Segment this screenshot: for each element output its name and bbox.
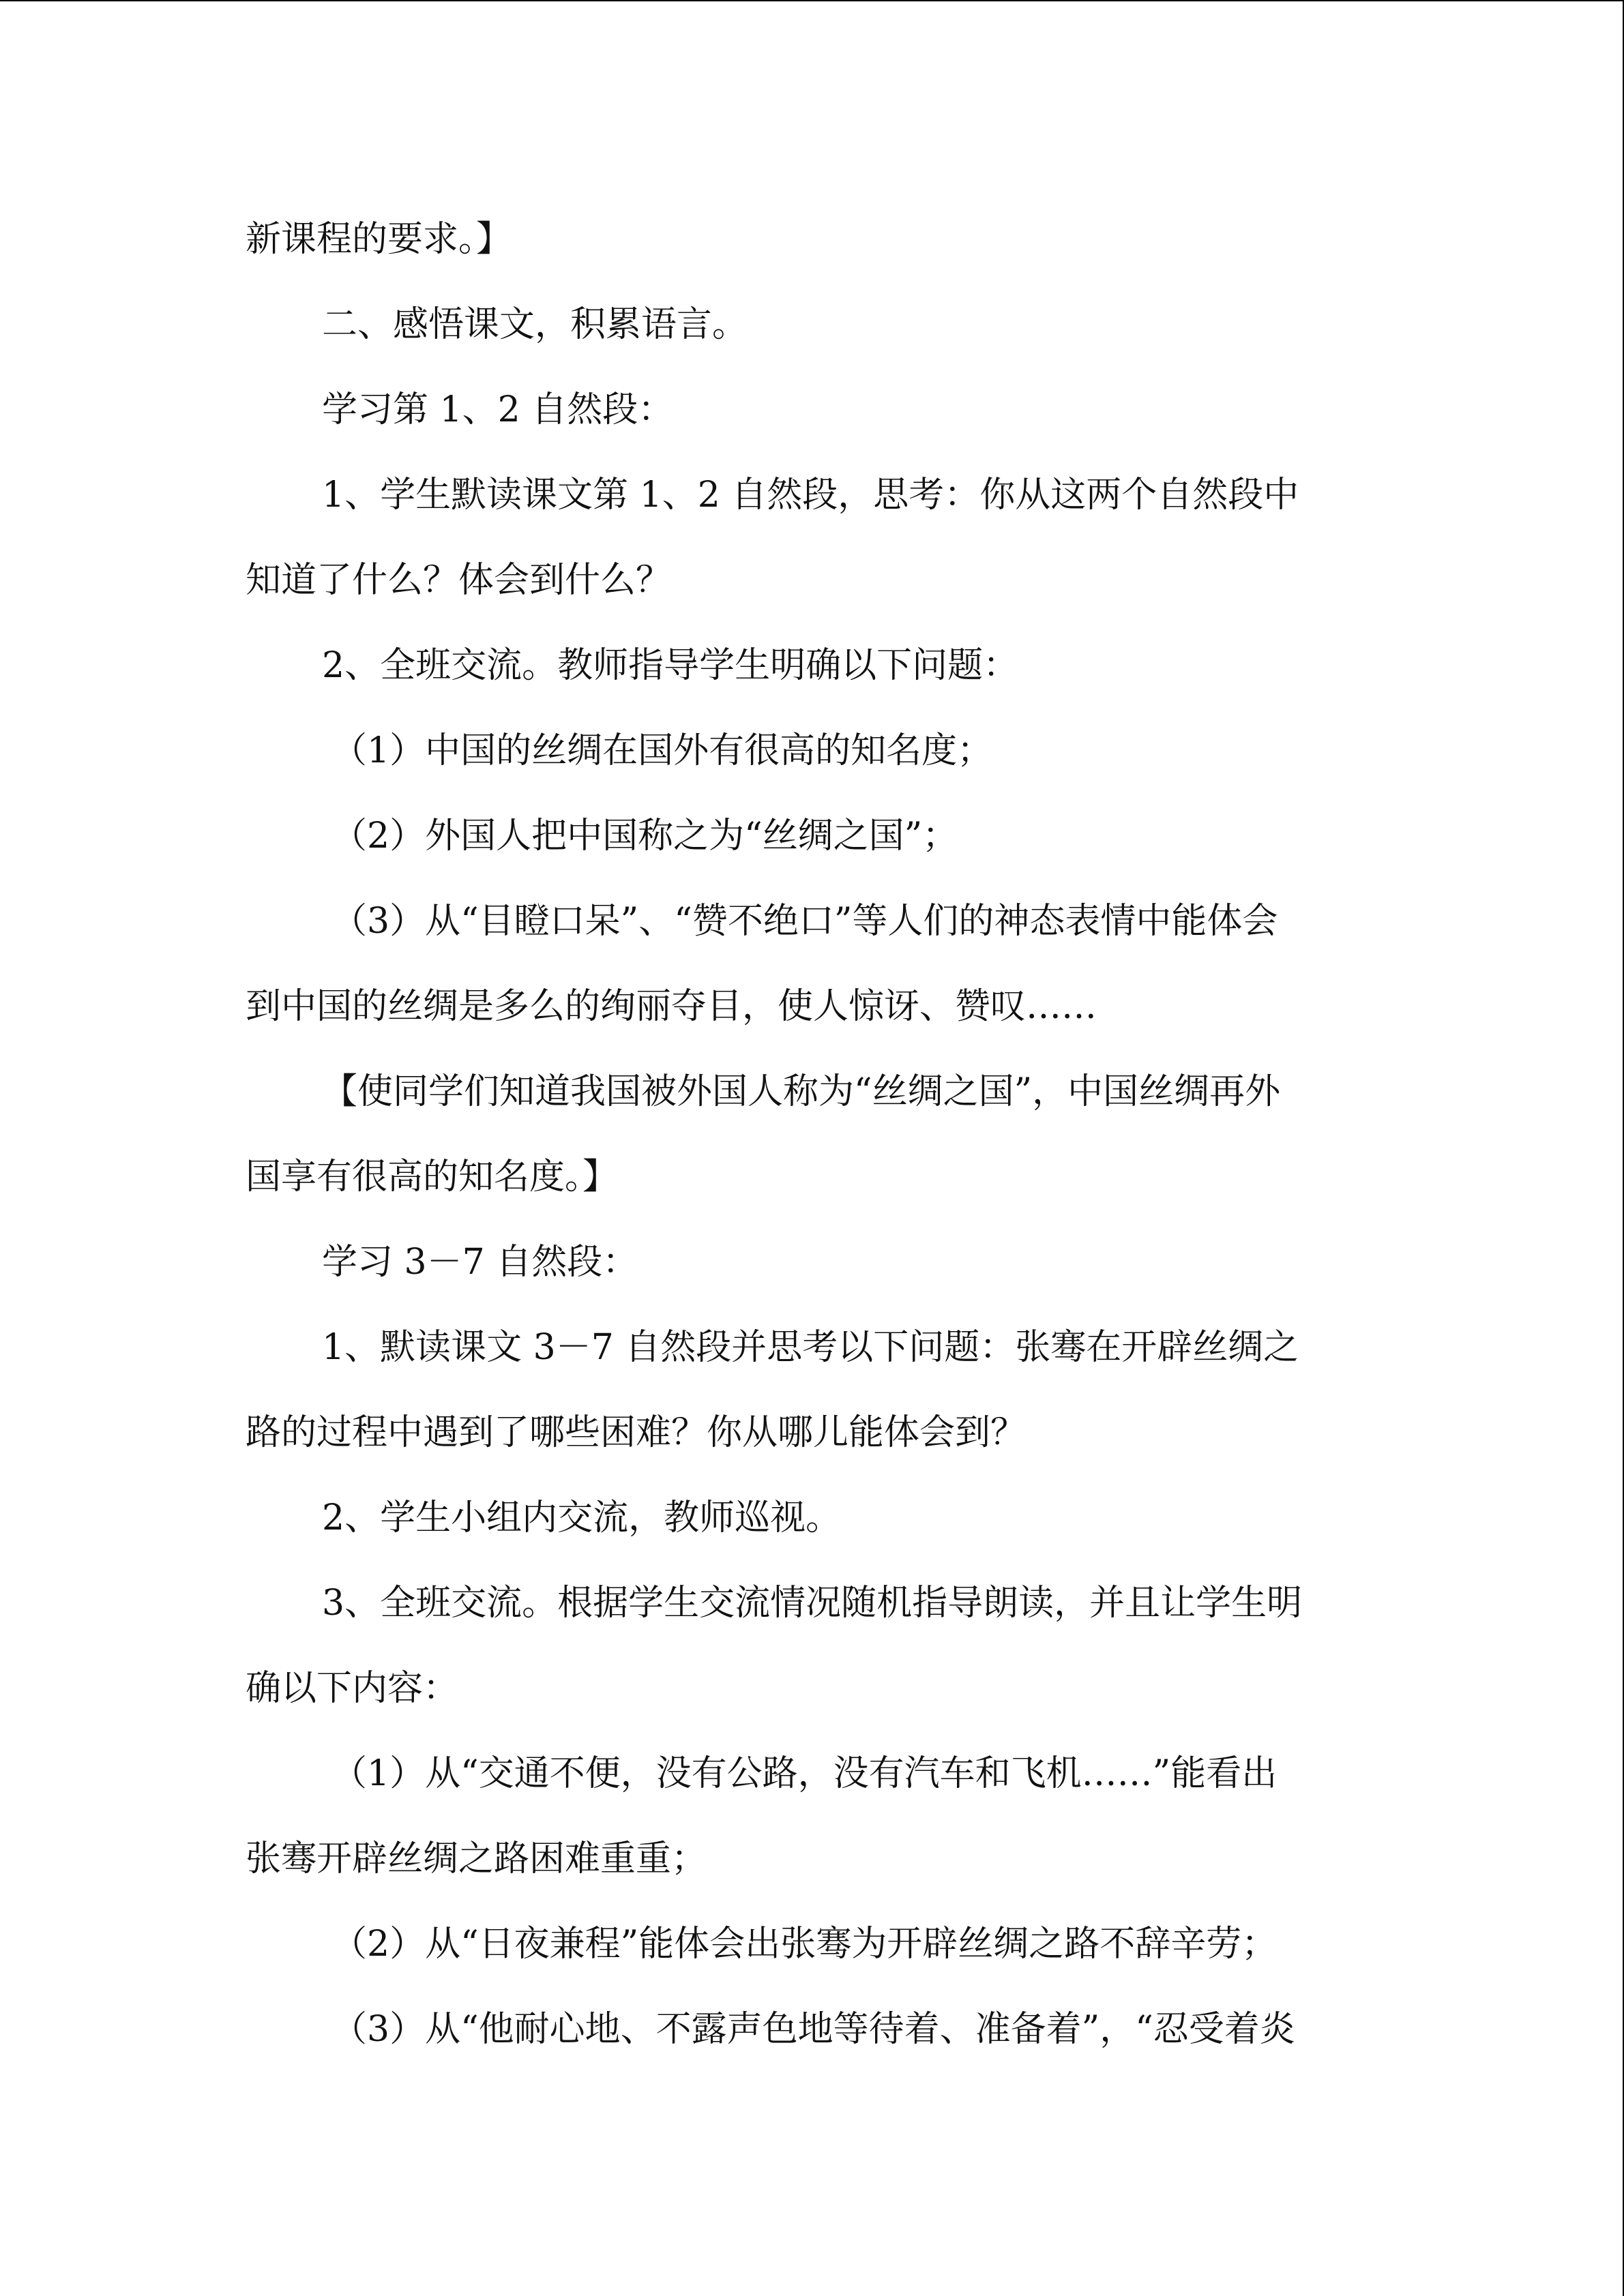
text-line: 确以下内容：: [246, 1668, 459, 1709]
list-item: （3）从“目瞪口呆”、“赞不绝口”等人们的神态表情中能体会: [331, 901, 1278, 942]
text-line: 1、学生默读课文第 1、2 自然段，思考：你从这两个自然段中: [322, 475, 1299, 516]
text-line: 1、默读课文 3－7 自然段并思考以下问题：张骞在开辟丝绸之: [322, 1327, 1299, 1368]
list-item: （3）从“他耐心地、不露声色地等待着、准备着”，“忍受着炎: [331, 2009, 1295, 2050]
text-line: 路的过程中遇到了哪些困难？你从哪儿能体会到？: [246, 1412, 1027, 1453]
section-heading: 二、感悟课文，积累语言。: [322, 304, 748, 345]
list-item: （2）外国人把中国称之为“丝绸之国”；: [331, 816, 958, 856]
list-item: （1）从“交通不便，没有公路，没有汽车和飞机……”能看出: [331, 1753, 1278, 1794]
text-line: 2、学生小组内交流，教师巡视。: [322, 1497, 842, 1538]
note-line: 【使同学们知道我国被外国人称为“丝绸之国”，中国丝绸再外: [322, 1071, 1281, 1112]
text-line: 3、全班交流。根据学生交流情况随机指导朗读，并且让学生明: [322, 1583, 1303, 1624]
text-line: 知道了什么？体会到什么？: [246, 560, 672, 601]
note-line: 国享有很高的知名度。】: [246, 1157, 619, 1197]
list-item: （1）中国的丝绸在国外有很高的知名度；: [331, 730, 993, 771]
text-line: 新课程的要求。】: [246, 219, 512, 260]
subsection-heading: 学习第 1、2 自然段：: [322, 389, 674, 430]
text-line: 到中国的丝绸是多么的绚丽夺目，使人惊讶、赞叹……: [246, 986, 1097, 1027]
text-line: 张骞开辟丝绸之路困难重重；: [246, 1838, 707, 1879]
list-item: （2）从“日夜兼程”能体会出张骞为开辟丝绸之路不辞辛劳；: [331, 1924, 1278, 1965]
subsection-heading: 学习 3－7 自然段：: [322, 1242, 638, 1283]
text-line: 2、全班交流。教师指导学生明确以下问题：: [322, 645, 1019, 686]
